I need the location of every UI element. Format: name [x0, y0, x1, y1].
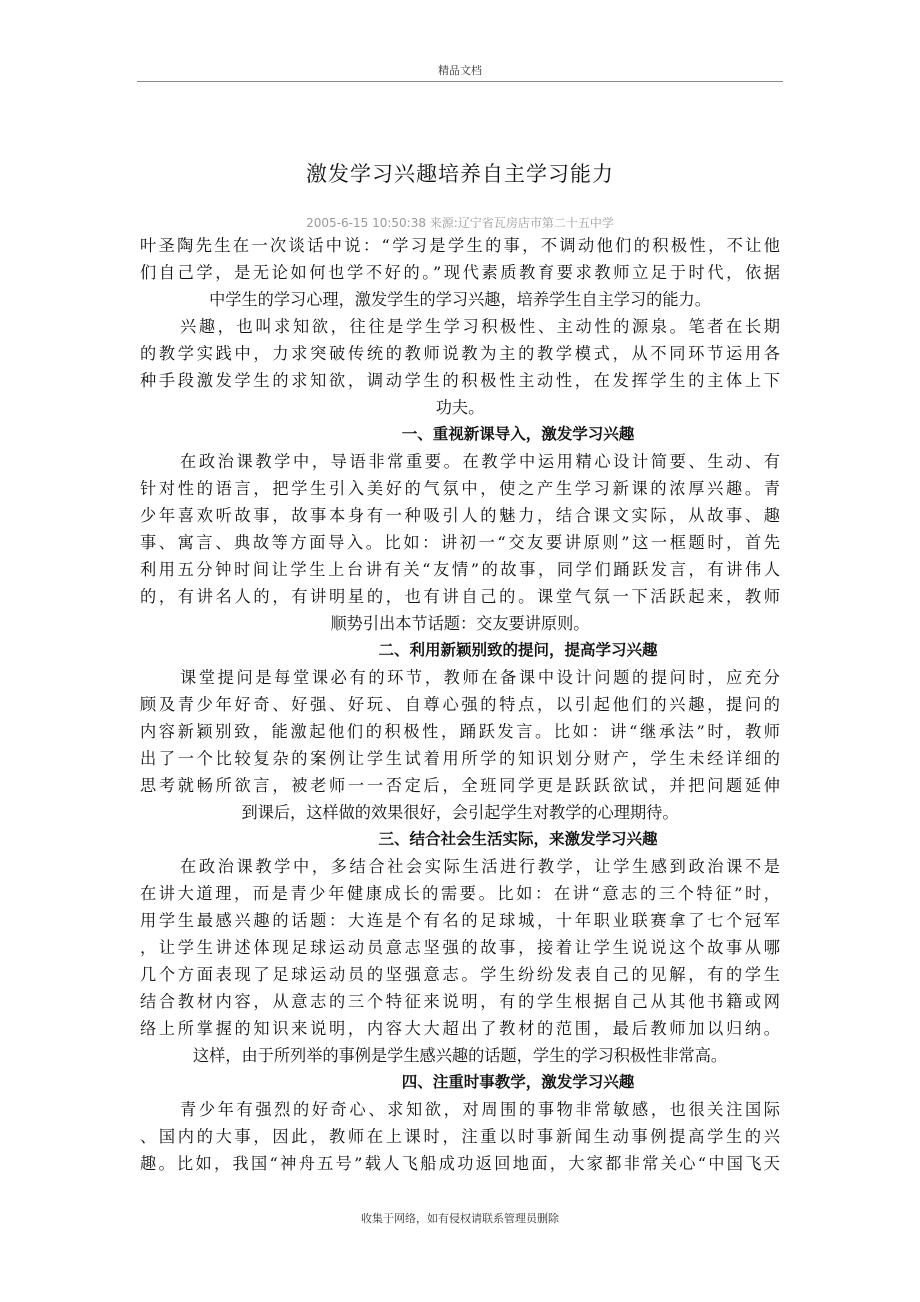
section-heading-text: 一、重视新课导入，激发学习兴趣 [401, 425, 635, 443]
text-line: 针对性的语言，把学生引入美好的气氛中，使之产生学习新课的浓厚兴趣。青 [140, 479, 780, 498]
text-line: 在讲大道理，而是青少年健康成长的需要。比如：在讲“意志的三个特征”时， [140, 884, 780, 903]
text-line: 这样，由于所列举的事例是学生感兴趣的话题，学生的学习积极性非常高。 [192, 1046, 728, 1065]
document-title: 激发学习兴趣培养自主学习能力 [306, 162, 614, 186]
text-line: 兴趣，也叫求知欲，往往是学生学习积极性、主动性的源泉。笔者在长期 [180, 317, 780, 336]
text-line: 思考就畅所欲言，被老师一一否定后，全班同学更是跃跃欲试，并把问题延伸 [140, 776, 780, 795]
text-line: 内容新颖别致，能激起他们的积极性，踊跃发言。比如：讲“继承法”时，教师 [140, 722, 780, 741]
text-line: 利用五分钟时间让学生上台讲有关“友情”的故事，同学们踊跃发言，有讲伟人 [140, 560, 780, 579]
text-line: 的，有讲名人的，有讲明星的，也有讲自己的。课堂气氛一下活跃起来，教师 [140, 587, 780, 606]
text-line: 用学生最感兴趣的话题：大连是个有名的足球城，十年职业联赛拿了七个冠军 [140, 911, 780, 930]
page-footer: 收集于网络，如有侵权请联系管理员删除 [361, 1212, 559, 1225]
text-line: 叶圣陶先生在一次谈话中说：“学习是学生的事，不调动他们的积极性，不让他 [140, 236, 780, 255]
section-heading-text: 三、结合社会生活实际，来激发学习兴趣 [378, 830, 658, 848]
text-line: 的教学实践中，力求突破传统的教师说教为主的教学模式，从不同环节运用各 [140, 344, 780, 363]
text-line: 络上所掌握的知识来说明，内容大大超出了教材的范围，最后教师加以归纳。 [140, 1019, 780, 1038]
section-heading [140, 1069, 780, 1096]
text-line: 中学生的学习心理，激发学生的学习兴趣，培养学生自主学习的能力。 [209, 290, 711, 309]
text-line: ，让学生讲述体现足球运动员意志坚强的故事，接着让学生说说这个故事从哪 [140, 938, 780, 957]
header-divider [137, 81, 783, 82]
text-line: 顾及青少年好奇、好强、好玩、自尊心强的特点，以引起他们的兴趣，提问的 [140, 695, 780, 714]
text-line: 几个方面表现了足球运动员的坚强意志。学生纷纷发表自己的见解，有的学生 [140, 965, 780, 984]
text-line: 事、寓言、典故等方面导入。比如：讲初一“交友要讲原则”这一框题时，首先 [140, 533, 780, 552]
section-heading [140, 421, 780, 448]
text-line: 种手段激发学生的求知欲，调动学生的积极性主动性，在发挥学生的主体上下 [140, 371, 780, 390]
text-line: 趣。比如，我国“神舟五号”载人飞船成功返回地面，大家都非常关心“中国飞天 [140, 1154, 780, 1173]
text-line: 顺势引出本节话题：交友要讲原则。 [330, 614, 590, 633]
text-line: 少年喜欢听故事，故事本身有一种吸引人的魅力，结合课文实际，从故事、趣 [140, 506, 780, 525]
page-header: 精品文档 [438, 64, 482, 77]
section-heading [140, 826, 780, 853]
text-line: 出了一个比较复杂的案例让学生试着用所学的知识划分财产，学生未经详细的 [140, 749, 780, 768]
text-line: 在政治课教学中，多结合社会实际生活进行教学，让学生感到政治课不是 [180, 857, 780, 876]
text-line: 结合教材内容，从意志的三个特征来说明，有的学生根据自己从其他书籍或网 [140, 992, 780, 1011]
text-line: 课堂提问是每堂课必有的环节，教师在备课中设计问题的提问时，应充分 [180, 668, 780, 687]
section-heading [140, 637, 780, 664]
section-heading-text: 二、利用新颖别致的提问，提高学习兴趣 [378, 641, 658, 659]
text-line: 功夫。 [435, 398, 485, 417]
text-line: 青少年有强烈的好奇心、求知欲，对周围的事物非常敏感，也很关注国际 [180, 1100, 780, 1119]
document-meta: 2005-6-15 10:50:38 来源:辽宁省瓦房店市第二十五中学 [306, 216, 614, 230]
text-line: 、国内的大事，因此，教师在上课时，注重以时事新闻生动事例提高学生的兴 [140, 1127, 780, 1146]
text-line: 们自己学，是无论如何也学不好的。”现代素质教育要求教师立足于时代，依据 [140, 263, 780, 282]
document-body [140, 232, 780, 1177]
text-line: 到课后，这样做的效果很好，会引起学生对教学的心理期待。 [241, 803, 679, 822]
section-heading-text: 四、注重时事教学，激发学习兴趣 [401, 1073, 635, 1091]
text-line: 在政治课教学中，导语非常重要。在教学中运用精心设计简要、生动、有 [180, 452, 780, 471]
